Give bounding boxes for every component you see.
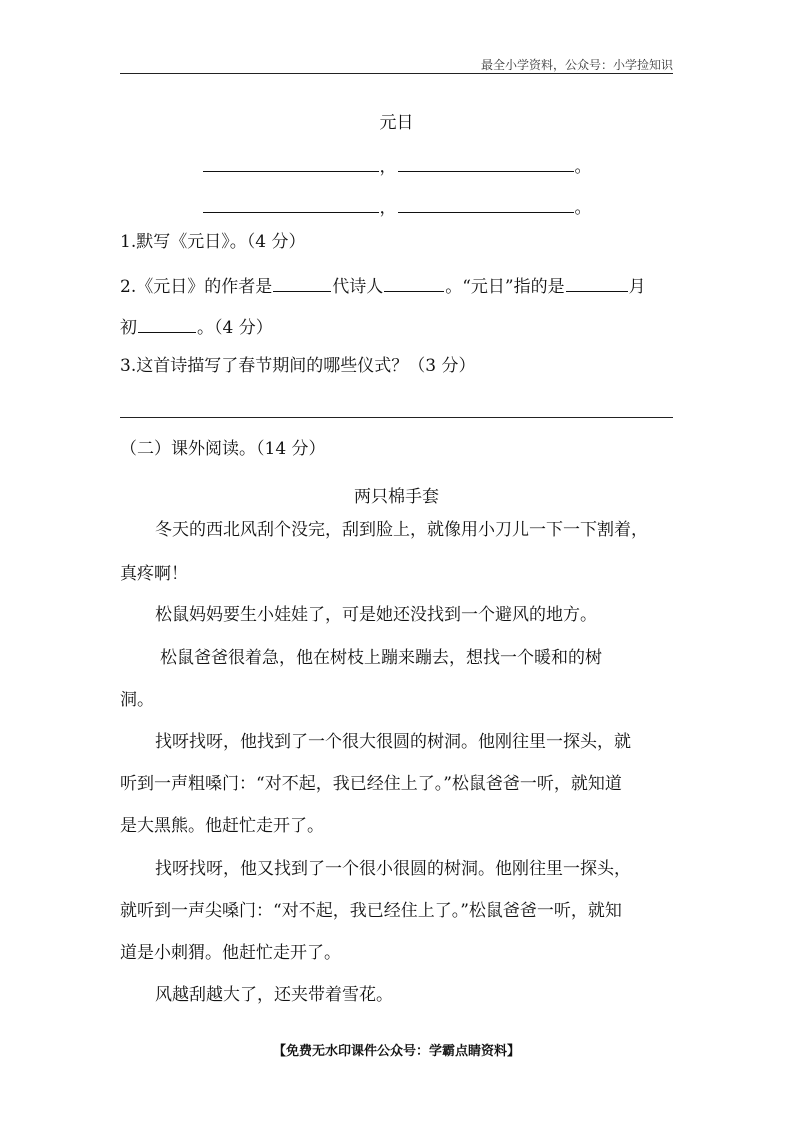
question-2-text-a: 2.《元日》的作者是 — [120, 277, 273, 297]
day-blank[interactable] — [138, 317, 196, 333]
story-title: 两只棉手套 — [354, 487, 439, 507]
answer-line[interactable] — [120, 417, 673, 418]
question-2-line-1 — [120, 276, 673, 296]
author-dynasty-blank[interactable] — [273, 276, 331, 292]
poem-blank[interactable] — [398, 197, 574, 213]
story-paragraph-line: 就听到一声尖嗓门：“对不起，我已经住上了。”松鼠爸爸一听，就知 — [120, 901, 622, 921]
question-2-text-f: 。（4 分） — [197, 318, 273, 338]
footer-text: 【免费无水印课件公众号：学霸点睛资料】 — [272, 1044, 520, 1059]
poem-blank[interactable] — [203, 197, 379, 213]
story-paragraph-line: 冬天的西北风刮个没完，刮到脸上，就像用小刀儿一下一下割着， — [155, 520, 648, 540]
story-paragraph-line: 洞。 — [120, 690, 154, 710]
story-paragraph-line: 听到一声粗嗓门：“对不起，我已经住上了。”松鼠爸爸一听，就知道 — [120, 774, 622, 794]
question-1: 1.默写《元日》。（4 分） — [120, 232, 306, 252]
story-paragraph-line: 找呀找呀，他又找到了一个很小很圆的树洞。他刚往里一探头， — [155, 859, 631, 879]
story-paragraph-line: 风越刮越大了，还夹带着雪花。 — [155, 985, 393, 1005]
question-3: 3.这首诗描写了春节期间的哪些仪式？（3 分） — [120, 356, 476, 376]
poem-title: 元日 — [379, 113, 414, 133]
question-2-line-2 — [120, 317, 673, 337]
question-2-text-d: 月 — [628, 277, 646, 297]
story-paragraph-line: 松鼠妈妈要生小娃娃了，可是她还没找到一个避风的地方。 — [155, 605, 597, 625]
story-paragraph-line: 松鼠爸爸很着急，他在树枝上蹦来蹦去，想找一个暖和的树 — [160, 648, 602, 668]
story-paragraph-line: 是大黑熊。他赶忙走开了。 — [120, 816, 324, 836]
month-blank[interactable] — [566, 276, 628, 292]
story-paragraph-line: 找呀找呀，他找到了一个很大很圆的树洞。他刚往里一探头，就 — [155, 732, 631, 752]
story-paragraph-line: 真疼啊！ — [120, 564, 188, 584]
header-source-text: 最全小学资料，公众号：小学捡知识 — [480, 58, 673, 72]
poem-blank-row-2 — [0, 193, 793, 218]
poem-blank-row-1 — [0, 152, 793, 177]
question-2-text-e: 初 — [120, 318, 137, 338]
poem-blank[interactable] — [398, 156, 574, 172]
poem-period: 。 — [574, 157, 592, 177]
header-divider — [120, 73, 673, 74]
question-2-text-c: 。“元日”指的是 — [445, 277, 565, 297]
poem-comma: ， — [379, 157, 397, 177]
story-paragraph-line: 道是小刺猬。他赶忙走开了。 — [120, 943, 341, 963]
question-2-text-b: 代诗人 — [332, 277, 384, 297]
section-2-heading: （二）课外阅读。（14 分） — [120, 439, 326, 459]
poem-period: 。 — [574, 198, 592, 218]
author-name-blank[interactable] — [384, 276, 444, 292]
poem-comma: ， — [379, 198, 397, 218]
poem-blank[interactable] — [203, 156, 379, 172]
